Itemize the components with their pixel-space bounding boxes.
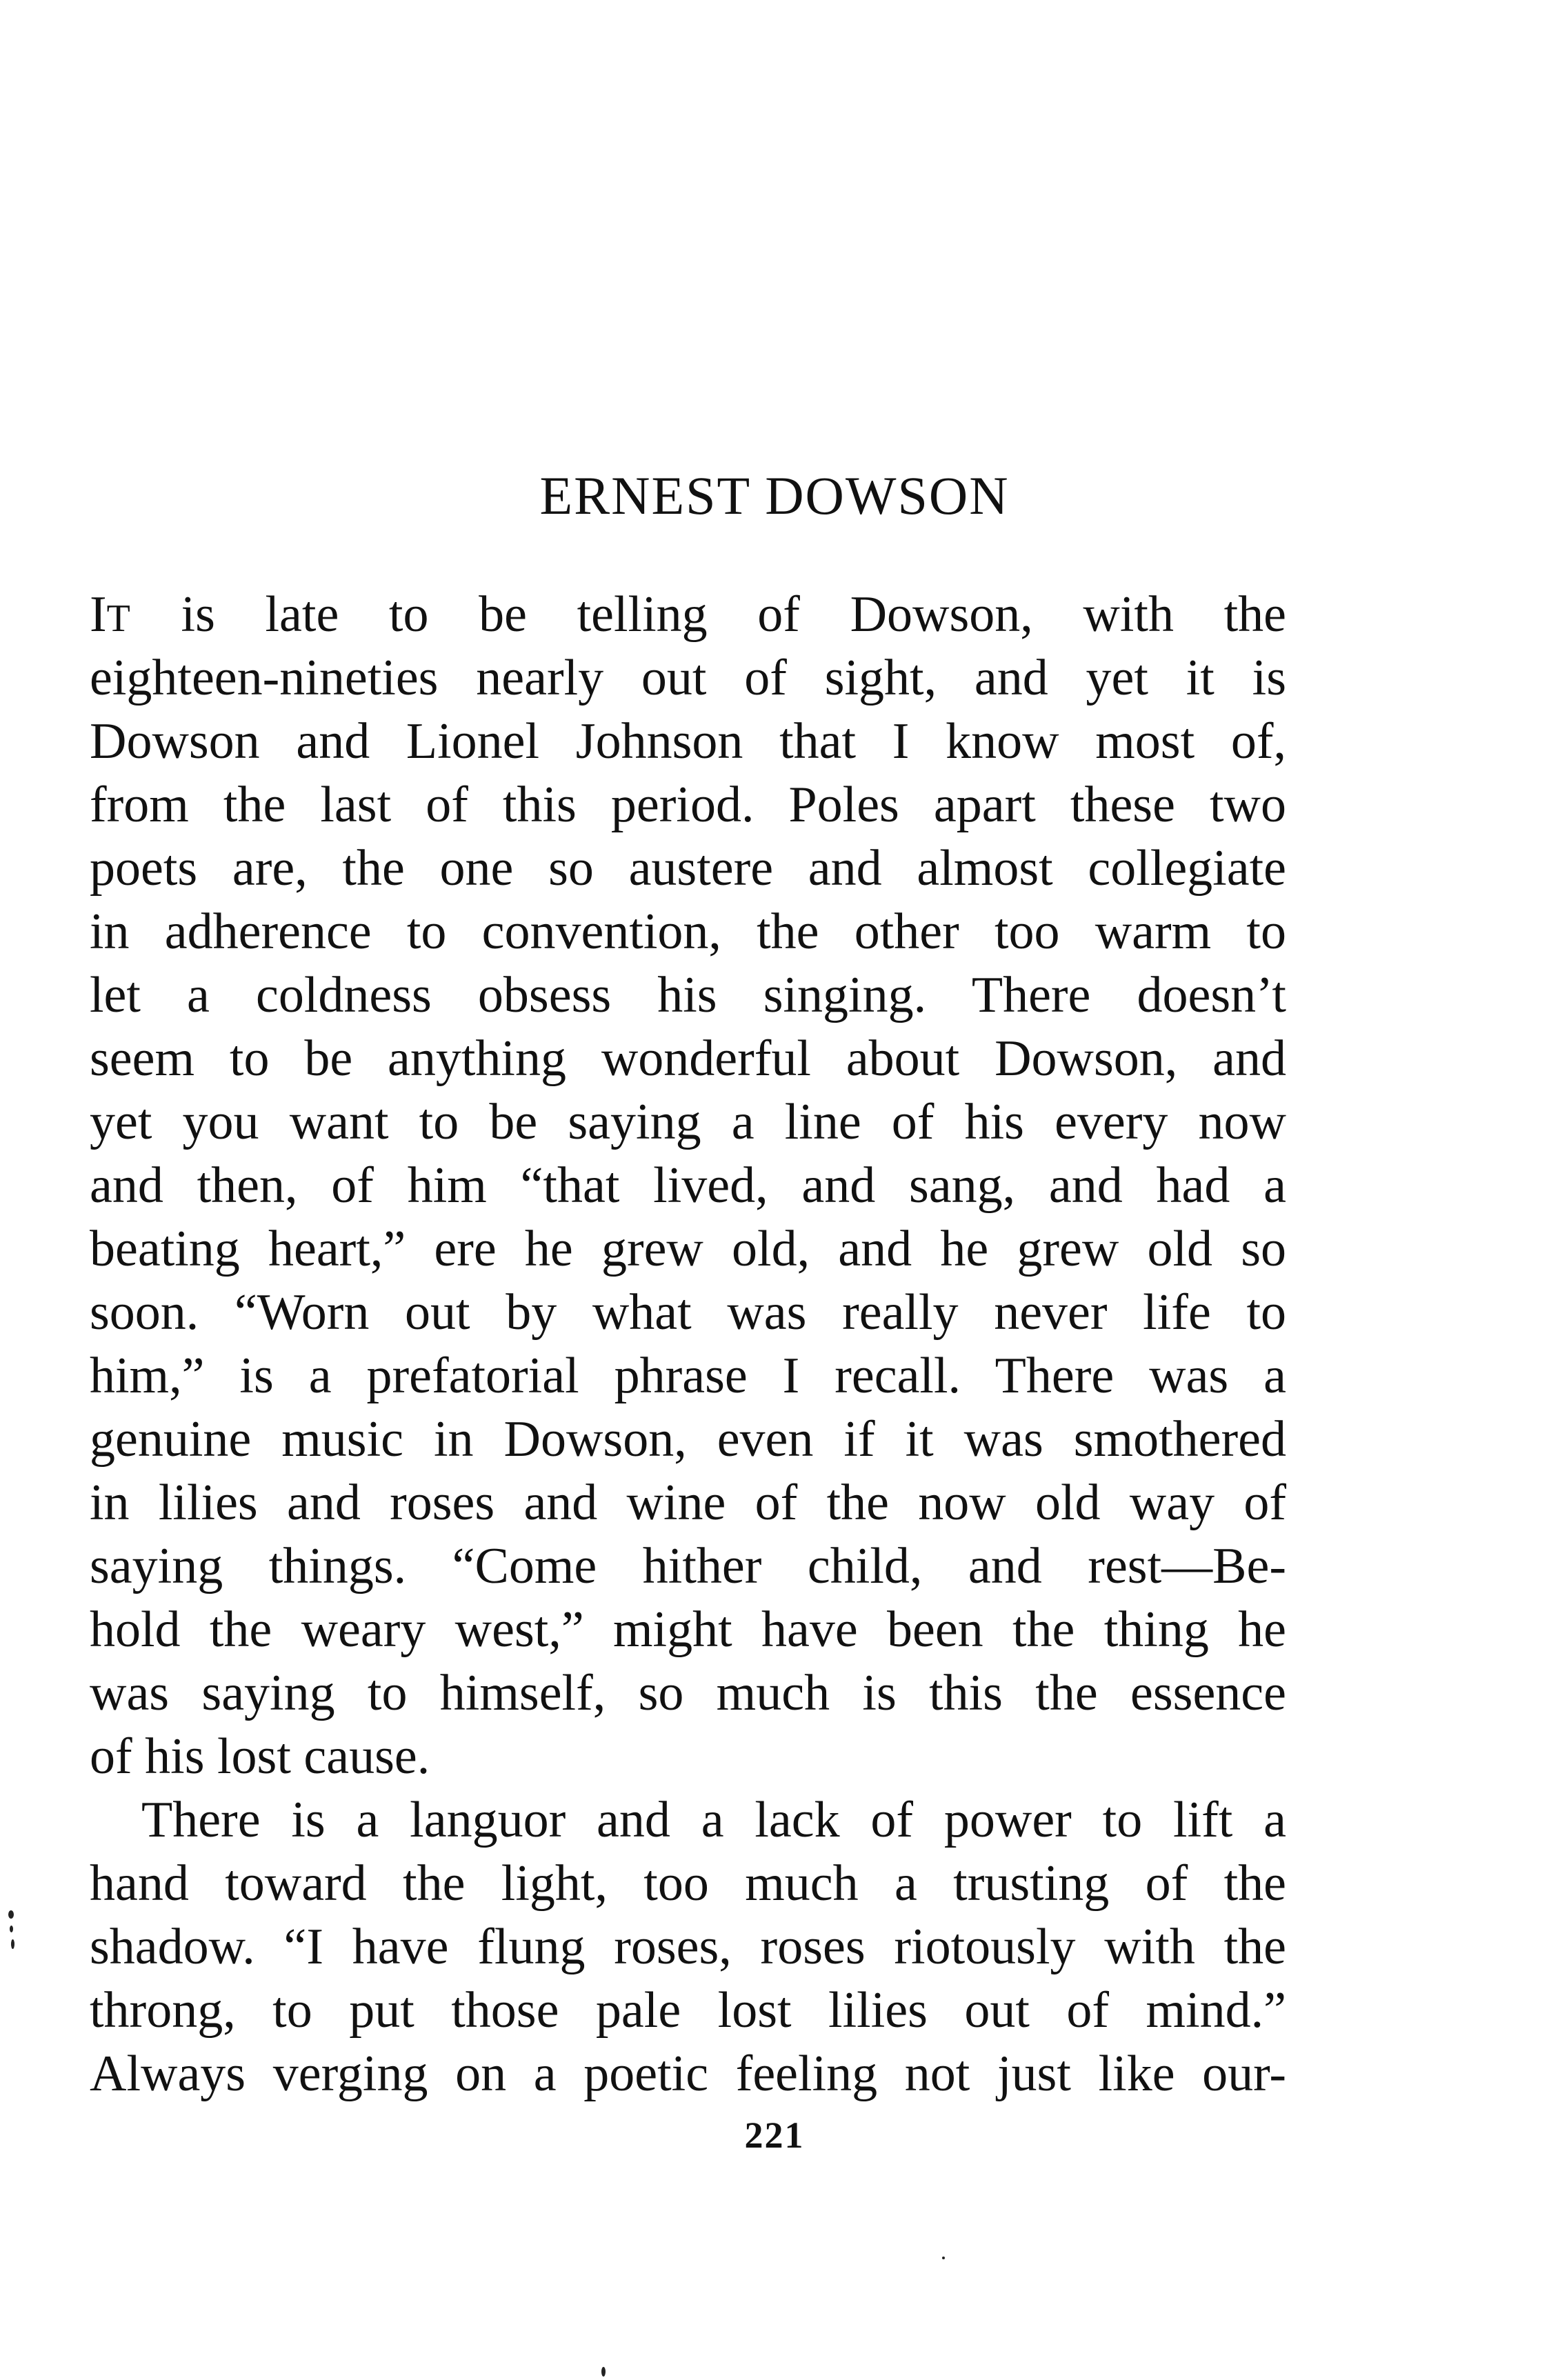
text-line: poets are, the one so austere and almost collegiate: [90, 840, 1286, 897]
text-line: was saying to himself, so much is this the essence: [90, 1665, 1286, 1721]
text-line: hold the weary west,” might have been the thing he: [90, 1601, 1286, 1658]
initial-letter: I: [90, 586, 107, 643]
text-line: hand toward the light, too much a trusting of the: [90, 1855, 1286, 1912]
text-line: saying things. “Come hither child, and rest—Be-: [90, 1538, 1286, 1594]
text-line: in lilies and roses and wine of the now old way of: [90, 1474, 1286, 1531]
scan-speck: [11, 1939, 14, 1949]
page-number: 221: [744, 2114, 805, 2156]
scan-speck: [942, 2257, 945, 2259]
text-line: and then, of him “that lived, and sang, and had a: [90, 1157, 1286, 1214]
text-line: let a coldness obsess his singing. There doesn’t: [90, 967, 1286, 1023]
text-line: yet you want to be saying a line of his every now: [90, 1094, 1286, 1150]
small-caps-letter: T: [106, 597, 131, 640]
body-text: [90, 583, 1286, 2106]
text-line: There is a languor and a lack of power to lift a: [141, 1792, 1286, 1848]
text-line: him,” is a prefatorial phrase I recall. There was a: [90, 1348, 1286, 1404]
line-text: is late to be telling of Dowson, with the: [130, 586, 1286, 643]
text-line: genuine music in Dowson, even if it was smothered: [90, 1411, 1286, 1468]
paragraph-1: [90, 583, 1286, 1788]
text-line: from the last of this period. Poles apart these two: [90, 777, 1286, 833]
text-line: Always verging on a poetic feeling not just like our-: [90, 2046, 1286, 2102]
text-line: [90, 583, 1286, 646]
text-line: seem to be anything wonderful about Dowson, and: [90, 1030, 1286, 1087]
text-line: Dowson and Lionel Johnson that I know most of,: [90, 713, 1286, 770]
text-line: shadow. “I have flung roses, roses riotously with the: [90, 1919, 1286, 1975]
paragraph-2: [90, 1788, 1286, 2106]
scan-speck: [601, 2367, 606, 2377]
text-line: eighteen-nineties nearly out of sight, and yet it is: [90, 650, 1286, 706]
text-line: throng, to put those pale lost lilies out of mind.”: [90, 1982, 1286, 2039]
text-line: of his lost cause.: [90, 1728, 430, 1785]
text-line: soon. “Worn out by what was really never life to: [90, 1284, 1286, 1341]
scan-speck: [10, 1926, 13, 1932]
scan-mark: [6, 1910, 19, 1952]
scan-speck: [8, 1910, 14, 1919]
chapter-title: ERNEST DOWSON: [539, 466, 1010, 526]
text-line: beating heart,” ere he grew old, and he grew old so: [90, 1221, 1286, 1277]
text-line: in adherence to convention, the other too warm to: [90, 903, 1286, 960]
